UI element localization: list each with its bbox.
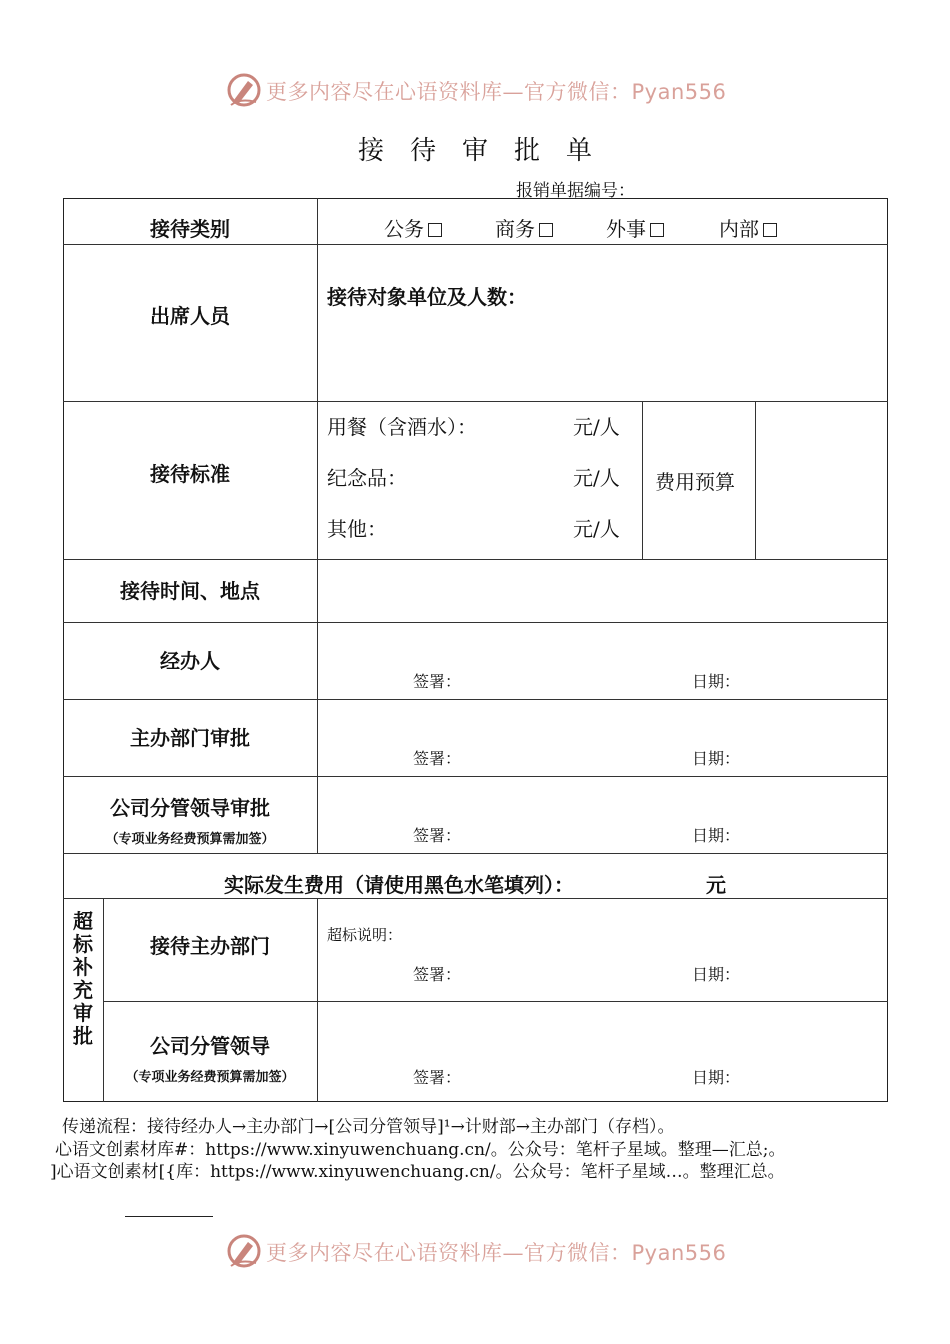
option-foreign[interactable]: 外事 [606, 213, 664, 242]
option-official[interactable]: 公务 [384, 213, 442, 242]
leader-approval-note: （专项业务经费预算需加签） [105, 832, 275, 847]
budget-label: 费用预算 [655, 470, 735, 494]
other-item: 其他： [327, 517, 387, 541]
leader-label: 公司分管领导 [150, 1034, 270, 1058]
form-number-label: 报销单据编号： [516, 181, 635, 201]
page-title: 接待审批单 [357, 136, 618, 166]
explain-label: 超标说明： [327, 926, 403, 944]
souvenir-item: 纪念品： [327, 466, 407, 490]
pen-logo-icon [226, 1233, 262, 1269]
meal-unit: 元/人 [573, 415, 620, 439]
row-divider [63, 622, 888, 623]
sign-label: 签署： [413, 749, 462, 768]
col-divider [317, 898, 318, 1102]
watermark-text: 更多内容尽在心语资料库—官方微信：Pyan556 [266, 80, 727, 104]
col-divider [317, 198, 318, 853]
sign-label: 签署： [413, 1068, 462, 1087]
handler-label: 经办人 [160, 649, 220, 673]
date-label: 日期： [692, 826, 741, 845]
checkbox[interactable] [763, 223, 777, 237]
sign-label: 签署： [413, 826, 462, 845]
standard-label: 接待标准 [150, 462, 230, 486]
source-note-2: ]心语文创素材[{库：https://www.xinyuwenchuang.cn/。公众号：笔杆子星域…。整理汇总。 [50, 1162, 785, 1182]
watermark-top [0, 72, 950, 112]
pen-logo-icon [226, 72, 262, 108]
row-divider [63, 559, 888, 560]
actual-cost-label: 实际发生费用（请使用黑色水笔填列）： [224, 873, 574, 897]
date-label: 日期： [692, 1068, 741, 1087]
dept-approval-label: 主办部门审批 [130, 726, 250, 750]
watermark-bottom [0, 1233, 950, 1273]
host-dept-label: 接待主办部门 [150, 934, 270, 958]
category-label: 接待类别 [150, 217, 230, 241]
attendees-label: 出席人员 [150, 304, 230, 328]
row-divider [63, 401, 888, 402]
over-standard-side-label: 超标补充审批 [73, 909, 93, 1048]
sign-label: 签署： [413, 965, 462, 984]
date-label: 日期： [692, 672, 741, 691]
leader-note: （专项业务经费预算需加签） [125, 1070, 295, 1085]
checkbox[interactable] [428, 223, 442, 237]
source-note: 心语文创素材库#：https://www.xinyuwenchuang.cn/。公众号：笔杆子星域。整理—汇总;。 [55, 1140, 786, 1160]
row-divider [63, 776, 888, 777]
checkbox[interactable] [539, 223, 553, 237]
other-unit: 元/人 [573, 517, 620, 541]
souvenir-unit: 元/人 [573, 466, 620, 490]
checkbox[interactable] [650, 223, 664, 237]
actual-cost-unit: 元 [706, 873, 726, 897]
row-divider [63, 699, 888, 700]
leader-approval-label: 公司分管领导审批 [110, 796, 270, 820]
row-divider [63, 898, 888, 899]
date-label: 日期： [692, 965, 741, 984]
guest-unit-label: 接待对象单位及人数： [327, 285, 527, 309]
meal-item: 用餐（含酒水）： [327, 415, 477, 439]
watermark-text: 更多内容尽在心语资料库—官方微信：Pyan556 [266, 1241, 727, 1265]
time-place-label: 接待时间、地点 [120, 579, 260, 603]
col-divider [755, 401, 756, 559]
col-divider [642, 401, 643, 559]
row-divider [103, 1001, 888, 1002]
date-label: 日期： [692, 749, 741, 768]
option-business[interactable]: 商务 [495, 213, 553, 242]
row-divider [63, 244, 888, 245]
option-internal[interactable]: 内部 [719, 213, 777, 242]
footnote-rule [125, 1216, 213, 1217]
workflow-note: 传递流程：接待经办人→主办部门→[公司分管领导]¹→计财部→主办部门（存档）。 [62, 1117, 675, 1137]
sign-label: 签署： [413, 672, 462, 691]
row-divider [63, 853, 888, 854]
